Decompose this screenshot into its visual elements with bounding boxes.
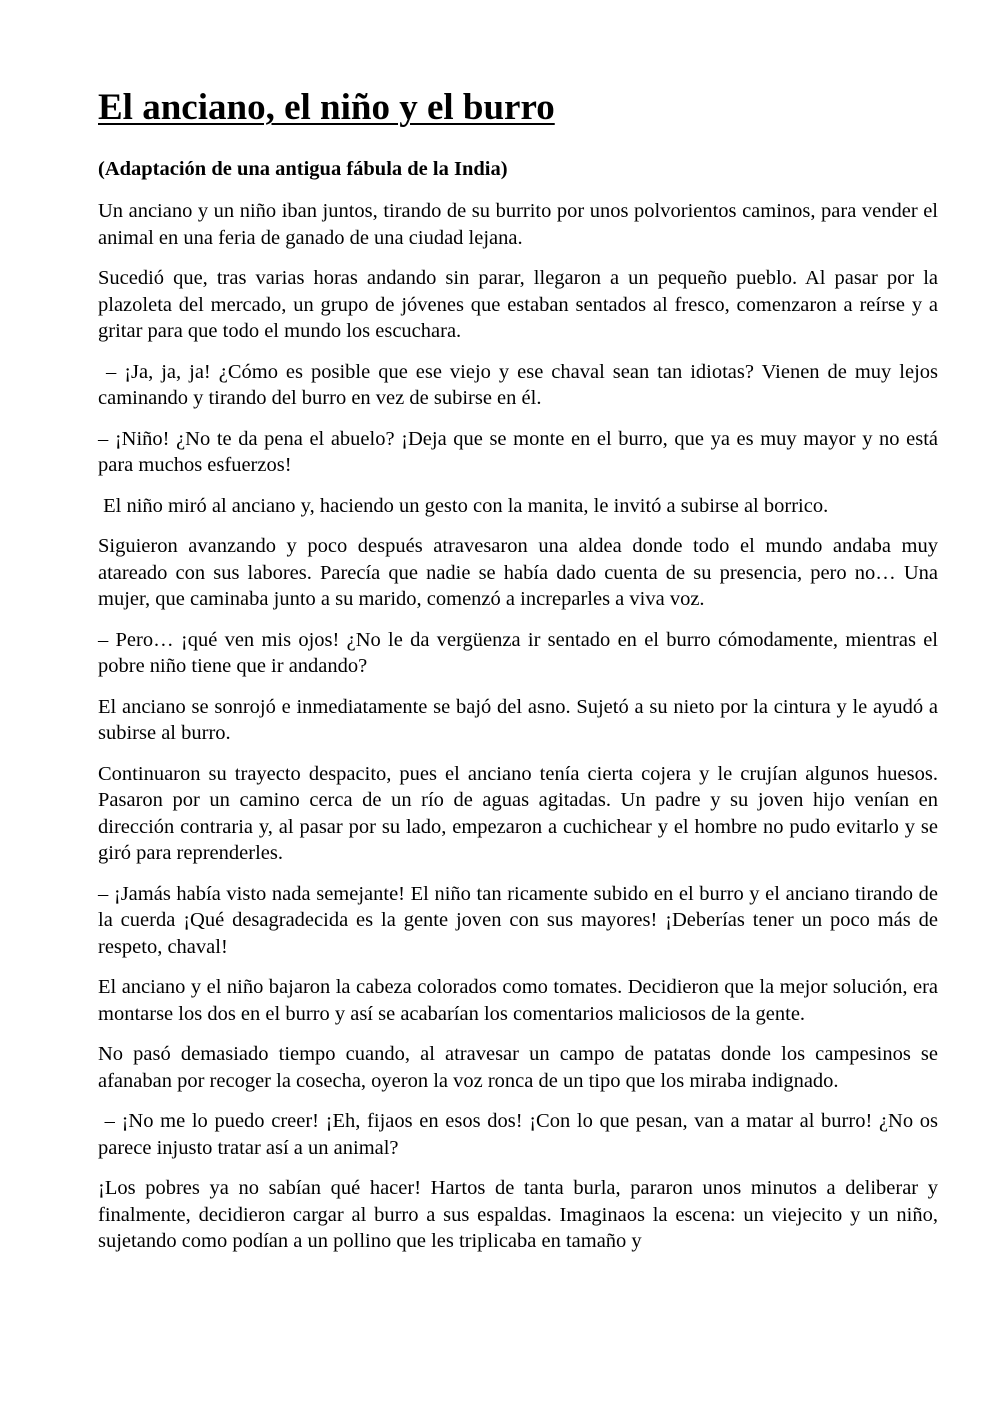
paragraph-8: El anciano se sonrojó e inmediatamente se bajó del asno. Sujetó a su nieto por la cintura y le ayudó a subirse al burro. — [98, 695, 938, 744]
paragraph-7: – Pero… ¡qué ven mis ojos! ¿No le da vergüenza ir sentado en el burro cómodamente, mientras el pobre niño tiene que ir andando? — [98, 628, 938, 677]
paragraph-13: – ¡No me lo puedo creer! ¡Eh, fijaos en esos dos! ¡Con lo que pesan, van a matar al burro! ¿No os parece injusto tratar así a un animal? — [98, 1110, 944, 1159]
paragraph-3: – ¡Ja, ja, ja! ¿Cómo es posible que ese viejo y ese chaval sean tan idiotas? Vienen de muy lejos caminando y tirando del burro en vez de subirse en él. — [98, 360, 944, 409]
paragraph-1: Un anciano y un niño iban juntos, tirando de su burrito por unos polvorientos caminos, para vender el animal en una feria de ganado de una ciudad lejana. — [98, 200, 938, 249]
paragraph-14: ¡Los pobres ya no sabían qué hacer! Hartos de tanta burla, pararon unos minutos a deliberar y finalmente, decidieron cargar al burro a sus espaldas. Imaginaos la escena: un viejecito y un niño, sujetando como podían a un pollino que les triplicaba en tamaño y — [98, 1177, 938, 1252]
paragraph-9: Continuaron su trayecto despacito, pues el anciano tenía cierta cojera y le crujían algunos huesos. Pasaron por un camino cerca de un río de aguas agitadas. Un padre y su joven hijo venían en dirección contraria y, al pasar por su lado, empezaron a cuchichear y el hombre no pudo evitarlo y se giró para reprenderles. — [98, 762, 938, 864]
paragraph-4: – ¡Niño! ¿No te da pena el abuelo? ¡Deja que se monte en el burro, que ya es muy mayor y no está para muchos esfuerzos! — [98, 427, 938, 476]
document-subtitle: (Adaptación de una antigua fábula de la India) — [98, 158, 508, 180]
paragraph-5: El niño miró al anciano y, haciendo un gesto con la manita, le invitó a subirse al borrico. — [98, 494, 829, 517]
paragraph-12: No pasó demasiado tiempo cuando, al atravesar un campo de patatas donde los campesinos se afanaban por recoger la cosecha, oyeron la voz ronca de un tipo que los miraba indignado. — [98, 1043, 938, 1092]
document-page — [98, 84, 944, 1269]
paragraph-2: Sucedió que, tras varias horas andando sin parar, llegaron a un pequeño pueblo. Al pasar por la plazoleta del mercado, un grupo de jóvenes que estaban sentados al fresco, comenzaron a reírse y a gritar para que todo el mundo los escuchara. — [98, 267, 938, 342]
paragraph-10: – ¡Jamás había visto nada semejante! El niño tan ricamente subido en el burro y el anciano tirando de la cuerda ¡Qué desagradecida es la gente joven con sus mayores! ¡Deberías tener un poco más de respeto, chaval! — [98, 882, 938, 958]
paragraph-6: Siguieron avanzando y poco después atravesaron una aldea donde todo el mundo andaba muy atareado con sus labores. Parecía que nadie se había dado cuenta de su presencia, pero no… Una mujer, que caminaba junto a su marido, comenzó a increparles a viva voz. — [98, 535, 938, 610]
document-title: El anciano, el niño y el burro — [98, 87, 555, 128]
paragraph-11: El anciano y el niño bajaron la cabeza colorados como tomates. Decidieron que la mejor solución, era montarse los dos en el burro y así se acabarían los comentarios maliciosos de la gente. — [98, 976, 938, 1025]
